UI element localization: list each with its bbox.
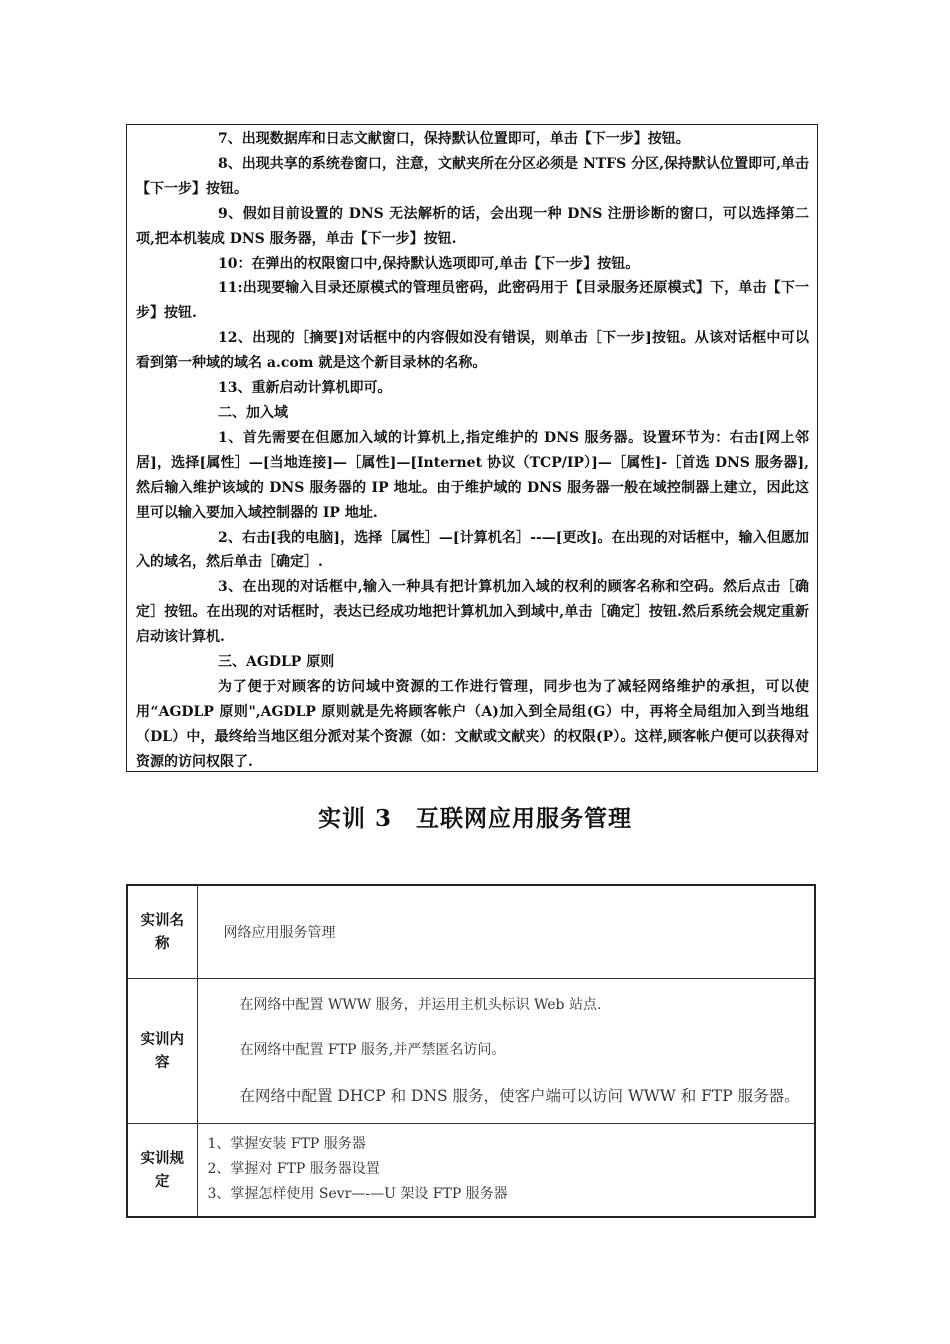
section-title: 实训 3 互联网应用服务管理 bbox=[317, 805, 632, 832]
step-7: 7、出现数据库和日志文献窗口，保持默认位置即可，单击【下一步】按钮。 bbox=[218, 131, 690, 147]
join-step-3: 3、在出现的对话框中,输入一种具有把计算机加入域的权利的顾客名称和空码。然后点击［确定］按钮。在出现的对话框时，表达已经成功地把计算机加入到域中,单击［确定］按钮.然后系统会规定重新启动该计算机. bbox=[136, 579, 809, 646]
value-training-name: 网络应用服务管理 bbox=[197, 885, 815, 978]
join-step-2: 2、右击[我的电脑]，选择［属性］—[计算机名］--—[更改]。在出现的对话框中，输入但愿加入的域名，然后单击［确定］. bbox=[136, 529, 809, 571]
requirement-item: 2、掌握对 FTP 服务器设置 bbox=[207, 1161, 380, 1178]
table-row bbox=[127, 978, 815, 1123]
table-row bbox=[127, 1123, 815, 1217]
heading-agdlp: 三、AGDLP 原则 bbox=[218, 654, 335, 671]
step-8: 8、出现共享的系统卷窗口，注意，文献夹所在分区必须是 NTFS 分区,保持默认位置即可,单击【下一步】按钮。 bbox=[136, 155, 809, 197]
training-requirements-cell bbox=[197, 1123, 815, 1217]
step-11: 11:出现要输入目录还原模式的管理员密码，此密码用于【目录服务还原模式】下，单击【下一步】按钮. bbox=[136, 280, 809, 322]
label-training-name: 实训名称 bbox=[127, 885, 197, 978]
agdlp-paragraph: 为了便于对顾客的访问域中资源的工作进行管理，同步也为了减轻网络维护的承担，可以使用“AGDLP 原则",AGDLP 原则就是先将顾客帐户（A)加入到全局组(G）中，再将全局组加入到当地组（DL）中，最终给当地区组分派对某个资源（如：文献或文献夹）的权限(P）。这样,顾客帐户便可以获得对资源的访问权限了. bbox=[136, 678, 809, 770]
training-content-cell bbox=[197, 978, 815, 1123]
step-9: 9、假如目前设置的 DNS 无法解析的话，会出现一种 DNS 注册诊断的窗口，可以选择第二项,把本机装成 DNS 服务器，单击【下一步】按钮. bbox=[136, 205, 809, 247]
label-training-requirements: 实训规定 bbox=[127, 1123, 197, 1217]
content-line-ftp: 在网络中配置 FTP 服务,并严禁匿名访问。 bbox=[239, 1042, 506, 1058]
step-13: 13、重新启动计算机即可。 bbox=[218, 380, 392, 397]
step-10: 10：在弹出的权限窗口中,保持默认选项即可,单击【下一步】按钮。 bbox=[218, 255, 640, 272]
training-table bbox=[126, 884, 816, 1218]
join-step-1: 1、首先需要在但愿加入域的计算机上,指定维护的 DNS 服务器。设置环节为：右击[网上邻居]，选择[属性］—[当地连接]—［属性]—[Internet 协议（TCP/IP）]—［属性]-［首选 DNS 服务器],然后输入维护该域的 DNS 服务器的 IP 地址。由于维护域的 DNS 服务器一般在域控制器上建立，因此这里可以输入要加入域控制器的 IP 地址. bbox=[136, 429, 809, 521]
heading-join-domain: 二、加入域 bbox=[218, 404, 288, 421]
requirement-item: 1、掌握安装 FTP 服务器 bbox=[207, 1136, 366, 1153]
label-training-content: 实训内容 bbox=[127, 978, 197, 1123]
content-line-www: 在网络中配置 WWW 服务，并运用主机头标识 Web 站点. bbox=[239, 997, 602, 1013]
content-line-dhcp-dns: 在网络中配置 DHCP 和 DNS 服务，使客户端可以访问 WWW 和 FTP 服务器。 bbox=[239, 1087, 800, 1105]
requirement-item: 3、掌握怎样使用 Sevr—-—U 架设 FTP 服务器 bbox=[207, 1186, 508, 1203]
instructions-box bbox=[126, 124, 818, 772]
table-row bbox=[127, 885, 815, 978]
step-12: 12、出现的［摘要]对话框中的内容假如没有错误，则单击［下一步]按钮。从该对话框中可以看到第一种域的域名 a.com 就是这个新目录林的名称。 bbox=[136, 330, 809, 372]
